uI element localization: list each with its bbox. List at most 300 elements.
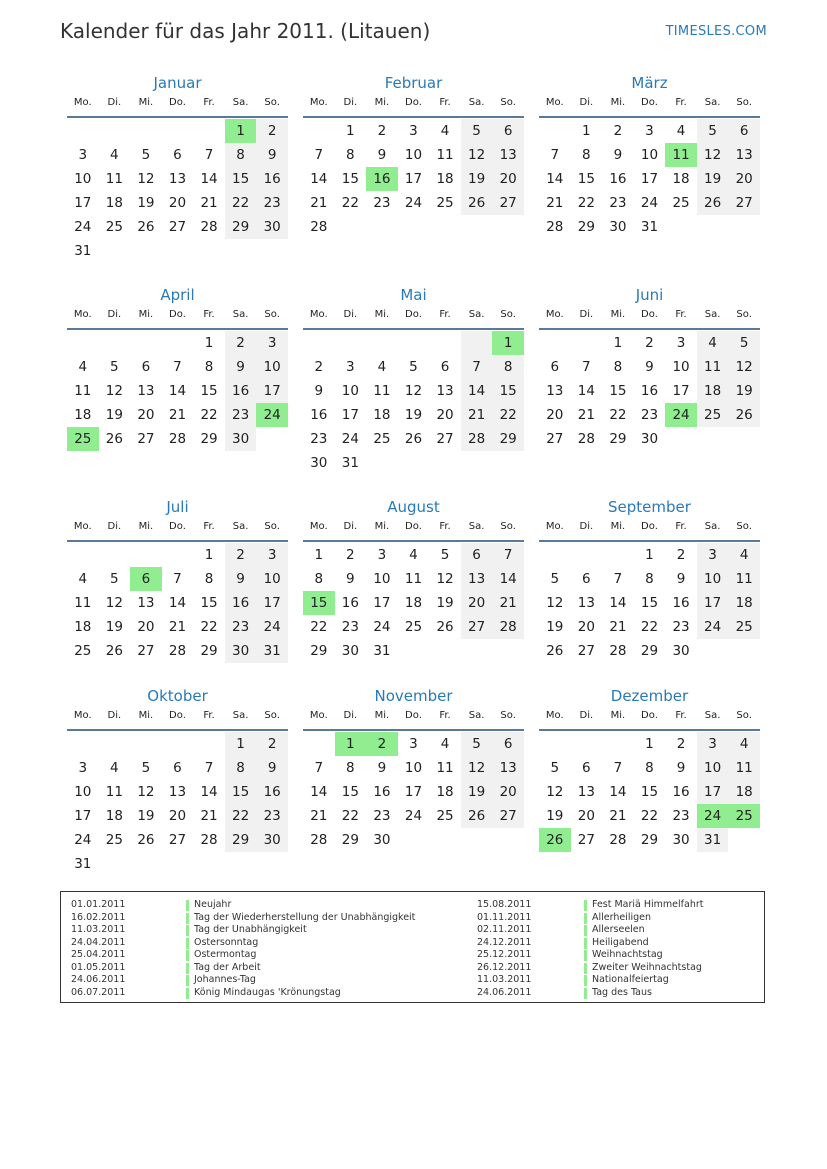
day-cell: 30 bbox=[341, 643, 359, 659]
day-cell: 22 bbox=[225, 191, 257, 215]
day-cell: 10 bbox=[640, 147, 659, 163]
day-cell: 9 bbox=[225, 355, 257, 379]
day-cell: 16 bbox=[373, 784, 391, 800]
day-cell: 28 bbox=[200, 219, 218, 235]
weekday-header bbox=[539, 94, 760, 118]
day-cell: 18 bbox=[404, 595, 423, 611]
day-cell: 19 bbox=[137, 195, 155, 211]
day-cell: 9 bbox=[314, 383, 324, 399]
month-april bbox=[67, 284, 288, 451]
day-cell: 24 bbox=[74, 832, 92, 848]
day-cell: 20 bbox=[436, 407, 454, 423]
holiday-day-cell: 6 bbox=[130, 567, 162, 591]
day-cell: 4 bbox=[409, 547, 418, 563]
day-cell: 25 bbox=[436, 195, 454, 211]
day-cell: 31 bbox=[341, 455, 359, 471]
day-cell: 14 bbox=[310, 171, 328, 187]
month-name: Januar bbox=[153, 74, 202, 92]
legend-date: 24.12.2011 bbox=[477, 936, 532, 948]
day-cell: 3 bbox=[645, 123, 654, 139]
weekday-label: Fr. bbox=[203, 521, 215, 532]
day-cell: 15 bbox=[640, 595, 659, 611]
weekday-label: Sa. bbox=[468, 97, 485, 108]
day-cell: 8 bbox=[582, 147, 591, 163]
day-cell: 14 bbox=[461, 379, 493, 403]
legend-marker bbox=[584, 950, 587, 961]
day-cell: 8 bbox=[225, 756, 257, 780]
day-cell: 18 bbox=[436, 784, 454, 800]
day-cell: 1 bbox=[314, 547, 324, 563]
day-cell: 29 bbox=[341, 832, 359, 848]
weekday-label: So. bbox=[264, 309, 280, 320]
weekday-label: Fr. bbox=[203, 710, 215, 721]
day-cell: 7 bbox=[461, 355, 493, 379]
empty-cell bbox=[303, 119, 335, 143]
day-cell: 6 bbox=[492, 732, 524, 756]
weekday-header bbox=[539, 518, 760, 542]
day-cell: 27 bbox=[577, 832, 595, 848]
day-cell: 26 bbox=[137, 832, 155, 848]
day-cell: 22 bbox=[492, 403, 524, 427]
legend-holiday-name: Tag des Taus bbox=[592, 986, 652, 998]
weekday-label: So. bbox=[500, 521, 516, 532]
day-cell: 22 bbox=[640, 619, 659, 635]
day-cell: 9 bbox=[256, 756, 288, 780]
day-cell: 15 bbox=[341, 171, 359, 187]
day-cell: 7 bbox=[204, 760, 214, 776]
weekday-label: Fr. bbox=[675, 309, 687, 320]
day-cell: 29 bbox=[310, 643, 328, 659]
day-cell: 5 bbox=[110, 359, 119, 375]
holiday-day-cell: 1 bbox=[225, 119, 257, 143]
weekday-label: Sa. bbox=[704, 97, 721, 108]
legend-marker bbox=[186, 988, 189, 999]
holiday-day-cell: 11 bbox=[665, 143, 697, 167]
day-cell: 1 bbox=[613, 335, 623, 351]
day-cell: 20 bbox=[577, 808, 595, 824]
day-cell: 10 bbox=[404, 147, 423, 163]
day-cell: 6 bbox=[728, 119, 760, 143]
day-grid bbox=[67, 119, 288, 263]
day-cell: 4 bbox=[440, 736, 450, 752]
day-cell: 13 bbox=[436, 383, 454, 399]
day-cell: 8 bbox=[314, 571, 324, 587]
holiday-day-cell: 2 bbox=[366, 732, 398, 756]
day-cell: 6 bbox=[461, 543, 493, 567]
day-cell: 15 bbox=[609, 383, 627, 399]
day-cell: 29 bbox=[609, 431, 627, 447]
day-cell: 8 bbox=[346, 760, 355, 776]
day-cell: 17 bbox=[373, 595, 391, 611]
day-cell: 7 bbox=[314, 760, 324, 776]
day-cell: 23 bbox=[373, 195, 391, 211]
weekday-label: Sa. bbox=[704, 521, 721, 532]
day-cell: 27 bbox=[137, 431, 155, 447]
day-cell: 16 bbox=[256, 780, 288, 804]
day-cell: 15 bbox=[200, 595, 218, 611]
weekday-header bbox=[539, 707, 760, 731]
legend-date: 01.11.2011 bbox=[477, 911, 532, 923]
legend-holiday-name: Ostermontag bbox=[194, 949, 257, 960]
day-cell: 3 bbox=[697, 543, 729, 567]
day-cell: 17 bbox=[74, 195, 92, 211]
legend-marker bbox=[584, 913, 587, 924]
legend-date: 25.04.2011 bbox=[71, 949, 126, 960]
day-cell: 4 bbox=[110, 760, 119, 776]
day-cell: 13 bbox=[461, 567, 493, 591]
day-cell: 10 bbox=[74, 784, 92, 800]
day-cell: 26 bbox=[697, 191, 729, 215]
weekday-label: Mo. bbox=[309, 710, 328, 721]
legend-marker bbox=[584, 975, 587, 986]
weekday-label: Do. bbox=[169, 710, 186, 721]
day-cell: 11 bbox=[105, 171, 123, 187]
weekday-label: Sa. bbox=[468, 710, 485, 721]
legend-date: 06.07.2011 bbox=[71, 986, 126, 998]
day-cell: 16 bbox=[225, 591, 257, 615]
day-cell: 4 bbox=[78, 571, 88, 587]
day-cell: 6 bbox=[492, 119, 524, 143]
day-cell: 26 bbox=[546, 643, 564, 659]
day-cell: 9 bbox=[377, 147, 387, 163]
day-cell: 27 bbox=[728, 191, 760, 215]
weekday-label: Mo. bbox=[73, 710, 92, 721]
day-cell: 25 bbox=[672, 195, 690, 211]
day-cell: 14 bbox=[310, 784, 328, 800]
day-cell: 28 bbox=[492, 615, 524, 639]
day-cell: 5 bbox=[550, 760, 560, 776]
day-cell: 14 bbox=[168, 595, 187, 611]
weekday-label: Mi. bbox=[138, 710, 154, 721]
day-grid bbox=[539, 543, 760, 663]
day-cell: 12 bbox=[546, 595, 564, 611]
weekday-label: Di. bbox=[579, 710, 594, 721]
day-cell: 26 bbox=[728, 403, 760, 427]
legend-date: 26.12.2011 bbox=[477, 961, 532, 973]
day-cell: 30 bbox=[310, 455, 328, 471]
legend-holiday-name: Allerheiligen bbox=[592, 911, 652, 923]
weekday-label: So. bbox=[500, 710, 516, 721]
day-cell: 6 bbox=[582, 760, 591, 776]
holiday-day-cell: 24 bbox=[256, 403, 288, 427]
weekday-label: Di. bbox=[343, 710, 358, 721]
day-cell: 2 bbox=[225, 331, 257, 355]
day-cell: 19 bbox=[436, 595, 454, 611]
month-mai bbox=[303, 284, 524, 475]
day-grid bbox=[67, 543, 288, 663]
weekday-label: Mo. bbox=[309, 309, 328, 320]
day-cell: 17 bbox=[697, 780, 729, 804]
holiday-day-cell: 1 bbox=[335, 732, 367, 756]
day-cell: 24 bbox=[256, 615, 288, 639]
day-cell: 30 bbox=[672, 832, 690, 848]
month-juni bbox=[539, 284, 760, 451]
legend-holiday-name: Zweiter Weihnachtstag bbox=[592, 961, 702, 973]
day-cell: 28 bbox=[168, 643, 187, 659]
day-cell: 19 bbox=[697, 167, 729, 191]
day-cell: 24 bbox=[74, 219, 92, 235]
month-november bbox=[303, 685, 524, 852]
weekday-label: So. bbox=[736, 710, 752, 721]
day-cell: 19 bbox=[404, 407, 423, 423]
day-cell: 1 bbox=[225, 732, 257, 756]
day-cell: 31 bbox=[74, 243, 92, 259]
day-cell: 20 bbox=[492, 167, 524, 191]
day-cell: 31 bbox=[373, 643, 391, 659]
weekday-label: Sa. bbox=[232, 309, 249, 320]
day-cell: 13 bbox=[137, 383, 155, 399]
day-cell: 13 bbox=[577, 784, 595, 800]
day-cell: 19 bbox=[546, 808, 564, 824]
day-cell: 2 bbox=[346, 547, 355, 563]
day-cell: 11 bbox=[728, 567, 760, 591]
weekday-header bbox=[67, 707, 288, 731]
holiday-day-cell: 25 bbox=[728, 804, 760, 828]
legend-date: 11.03.2011 bbox=[477, 974, 532, 985]
day-cell: 10 bbox=[404, 760, 423, 776]
day-cell: 29 bbox=[225, 828, 257, 852]
day-cell: 23 bbox=[225, 615, 257, 639]
month-name: Dezember bbox=[610, 687, 689, 705]
weekday-label: Di. bbox=[107, 710, 122, 721]
day-cell: 21 bbox=[546, 195, 564, 211]
month-januar bbox=[67, 72, 288, 263]
day-cell: 17 bbox=[256, 379, 288, 403]
day-cell: 28 bbox=[168, 431, 187, 447]
empty-cell bbox=[398, 331, 430, 355]
weekday-label: Do. bbox=[641, 309, 658, 320]
day-cell: 19 bbox=[105, 619, 123, 635]
empty-cell bbox=[539, 732, 571, 756]
day-grid bbox=[67, 732, 288, 876]
day-cell: 22 bbox=[577, 195, 595, 211]
day-cell: 20 bbox=[728, 167, 760, 191]
day-cell: 1 bbox=[582, 123, 591, 139]
day-cell: 13 bbox=[577, 595, 595, 611]
day-cell: 12 bbox=[137, 784, 155, 800]
day-cell: 26 bbox=[461, 804, 493, 828]
holiday-day-cell: 15 bbox=[303, 591, 335, 615]
day-cell: 18 bbox=[728, 591, 760, 615]
day-cell: 30 bbox=[225, 639, 257, 663]
legend-holiday-name: Johannes-Tag bbox=[194, 974, 256, 985]
day-cell: 31 bbox=[74, 856, 92, 872]
weekday-label: Di. bbox=[579, 97, 594, 108]
empty-cell bbox=[162, 732, 194, 756]
day-cell: 24 bbox=[373, 619, 391, 635]
weekday-label: Mi. bbox=[374, 97, 390, 108]
weekday-header bbox=[303, 94, 524, 118]
day-cell: 23 bbox=[256, 804, 288, 828]
day-cell: 5 bbox=[697, 119, 729, 143]
day-cell: 23 bbox=[672, 619, 690, 635]
day-cell: 10 bbox=[256, 355, 288, 379]
day-cell: 30 bbox=[256, 215, 288, 239]
empty-cell bbox=[67, 732, 99, 756]
day-cell: 5 bbox=[550, 571, 560, 587]
day-cell: 7 bbox=[173, 571, 182, 587]
day-cell: 4 bbox=[676, 123, 686, 139]
day-cell: 23 bbox=[609, 195, 627, 211]
day-cell: 27 bbox=[577, 643, 595, 659]
day-cell: 23 bbox=[256, 191, 288, 215]
day-cell: 11 bbox=[105, 784, 123, 800]
day-cell: 24 bbox=[404, 195, 423, 211]
day-cell: 17 bbox=[74, 808, 92, 824]
empty-cell bbox=[99, 732, 131, 756]
empty-cell bbox=[539, 543, 571, 567]
month-märz bbox=[539, 72, 760, 239]
legend-date: 24.06.2011 bbox=[477, 986, 532, 998]
day-cell: 26 bbox=[105, 643, 123, 659]
legend-marker bbox=[186, 963, 189, 974]
weekday-label: So. bbox=[736, 97, 752, 108]
day-cell: 20 bbox=[461, 591, 493, 615]
day-cell: 8 bbox=[645, 571, 654, 587]
day-cell: 17 bbox=[640, 171, 659, 187]
month-name: April bbox=[160, 286, 195, 304]
legend-holiday-name: Allerseelen bbox=[592, 924, 645, 935]
day-cell: 11 bbox=[728, 756, 760, 780]
day-cell: 12 bbox=[137, 171, 155, 187]
weekday-label: Do. bbox=[405, 521, 422, 532]
day-cell: 12 bbox=[436, 571, 454, 587]
empty-cell bbox=[539, 331, 571, 355]
day-cell: 10 bbox=[341, 383, 359, 399]
day-cell: 21 bbox=[609, 619, 627, 635]
day-cell: 1 bbox=[204, 547, 214, 563]
holiday-day-cell: 1 bbox=[492, 331, 524, 355]
day-cell: 29 bbox=[200, 643, 218, 659]
day-cell: 22 bbox=[310, 619, 328, 635]
day-cell: 7 bbox=[613, 571, 623, 587]
day-cell: 2 bbox=[676, 736, 686, 752]
empty-cell bbox=[67, 119, 99, 143]
weekday-label: Di. bbox=[579, 521, 594, 532]
day-cell: 26 bbox=[137, 219, 155, 235]
weekday-label: Do. bbox=[169, 521, 186, 532]
day-cell: 14 bbox=[200, 171, 218, 187]
day-cell: 7 bbox=[314, 147, 324, 163]
month-oktober bbox=[67, 685, 288, 876]
day-cell: 4 bbox=[110, 147, 119, 163]
day-cell: 16 bbox=[672, 595, 690, 611]
empty-cell bbox=[162, 543, 194, 567]
month-februar bbox=[303, 72, 524, 239]
legend-holiday-name: Ostersonntag bbox=[194, 936, 259, 948]
weekday-label: Sa. bbox=[232, 710, 249, 721]
day-cell: 9 bbox=[377, 760, 387, 776]
day-cell: 23 bbox=[373, 808, 391, 824]
month-juli bbox=[67, 496, 288, 663]
weekday-label: Mo. bbox=[545, 710, 564, 721]
legend-marker bbox=[584, 988, 587, 999]
day-cell: 11 bbox=[436, 147, 454, 163]
month-name: August bbox=[387, 498, 440, 516]
day-cell: 8 bbox=[492, 355, 524, 379]
weekday-header bbox=[303, 707, 524, 731]
day-cell: 27 bbox=[436, 431, 454, 447]
day-cell: 31 bbox=[256, 639, 288, 663]
weekday-label: Mi. bbox=[374, 521, 390, 532]
day-cell: 26 bbox=[436, 619, 454, 635]
day-cell: 11 bbox=[436, 760, 454, 776]
weekday-label: Mi. bbox=[374, 309, 390, 320]
day-cell: 28 bbox=[546, 219, 564, 235]
day-cell: 20 bbox=[137, 407, 155, 423]
day-cell: 7 bbox=[613, 760, 623, 776]
day-cell: 16 bbox=[341, 595, 359, 611]
day-cell: 12 bbox=[105, 383, 123, 399]
day-cell: 9 bbox=[645, 359, 654, 375]
day-cell: 15 bbox=[577, 171, 595, 187]
weekday-label: So. bbox=[736, 521, 752, 532]
day-grid bbox=[539, 119, 760, 239]
day-cell: 17 bbox=[341, 407, 359, 423]
weekday-label: Sa. bbox=[704, 309, 721, 320]
day-cell: 6 bbox=[173, 147, 182, 163]
day-cell: 27 bbox=[168, 832, 187, 848]
month-september bbox=[539, 496, 760, 663]
weekday-label: Do. bbox=[169, 97, 186, 108]
day-cell: 4 bbox=[728, 732, 760, 756]
day-cell: 12 bbox=[461, 143, 493, 167]
weekday-label: Mi. bbox=[610, 710, 626, 721]
day-cell: 9 bbox=[256, 143, 288, 167]
day-cell: 3 bbox=[697, 732, 729, 756]
day-cell: 10 bbox=[74, 171, 92, 187]
weekday-label: Sa. bbox=[232, 521, 249, 532]
day-cell: 21 bbox=[200, 808, 218, 824]
day-cell: 14 bbox=[200, 784, 218, 800]
brand-link[interactable]: TIMESLES.COM bbox=[665, 24, 767, 39]
day-cell: 15 bbox=[225, 167, 257, 191]
empty-cell bbox=[602, 543, 634, 567]
day-cell: 7 bbox=[492, 543, 524, 567]
day-cell: 3 bbox=[377, 547, 387, 563]
month-name: März bbox=[631, 74, 668, 92]
month-name: Oktober bbox=[147, 687, 208, 705]
day-cell: 26 bbox=[404, 431, 423, 447]
empty-cell bbox=[366, 331, 398, 355]
weekday-label: Di. bbox=[107, 309, 122, 320]
weekday-header bbox=[303, 306, 524, 330]
day-cell: 3 bbox=[78, 147, 88, 163]
day-cell: 6 bbox=[582, 571, 591, 587]
day-grid bbox=[303, 119, 524, 239]
day-cell: 12 bbox=[404, 383, 423, 399]
legend-date: 02.11.2011 bbox=[477, 924, 532, 935]
day-cell: 23 bbox=[672, 808, 690, 824]
day-cell: 18 bbox=[728, 780, 760, 804]
weekday-label: Mi. bbox=[374, 710, 390, 721]
day-cell: 4 bbox=[728, 543, 760, 567]
day-cell: 3 bbox=[256, 543, 288, 567]
weekday-label: Sa. bbox=[468, 309, 485, 320]
day-cell: 12 bbox=[697, 143, 729, 167]
weekday-label: Mi. bbox=[610, 309, 626, 320]
day-cell: 17 bbox=[404, 171, 423, 187]
weekday-header bbox=[67, 518, 288, 542]
day-cell: 29 bbox=[640, 643, 659, 659]
empty-cell bbox=[130, 331, 162, 355]
day-cell: 14 bbox=[609, 784, 627, 800]
day-cell: 31 bbox=[640, 219, 659, 235]
weekday-label: Do. bbox=[405, 97, 422, 108]
day-cell: 4 bbox=[440, 123, 450, 139]
day-cell: 10 bbox=[697, 567, 729, 591]
weekday-label: Do. bbox=[641, 710, 658, 721]
